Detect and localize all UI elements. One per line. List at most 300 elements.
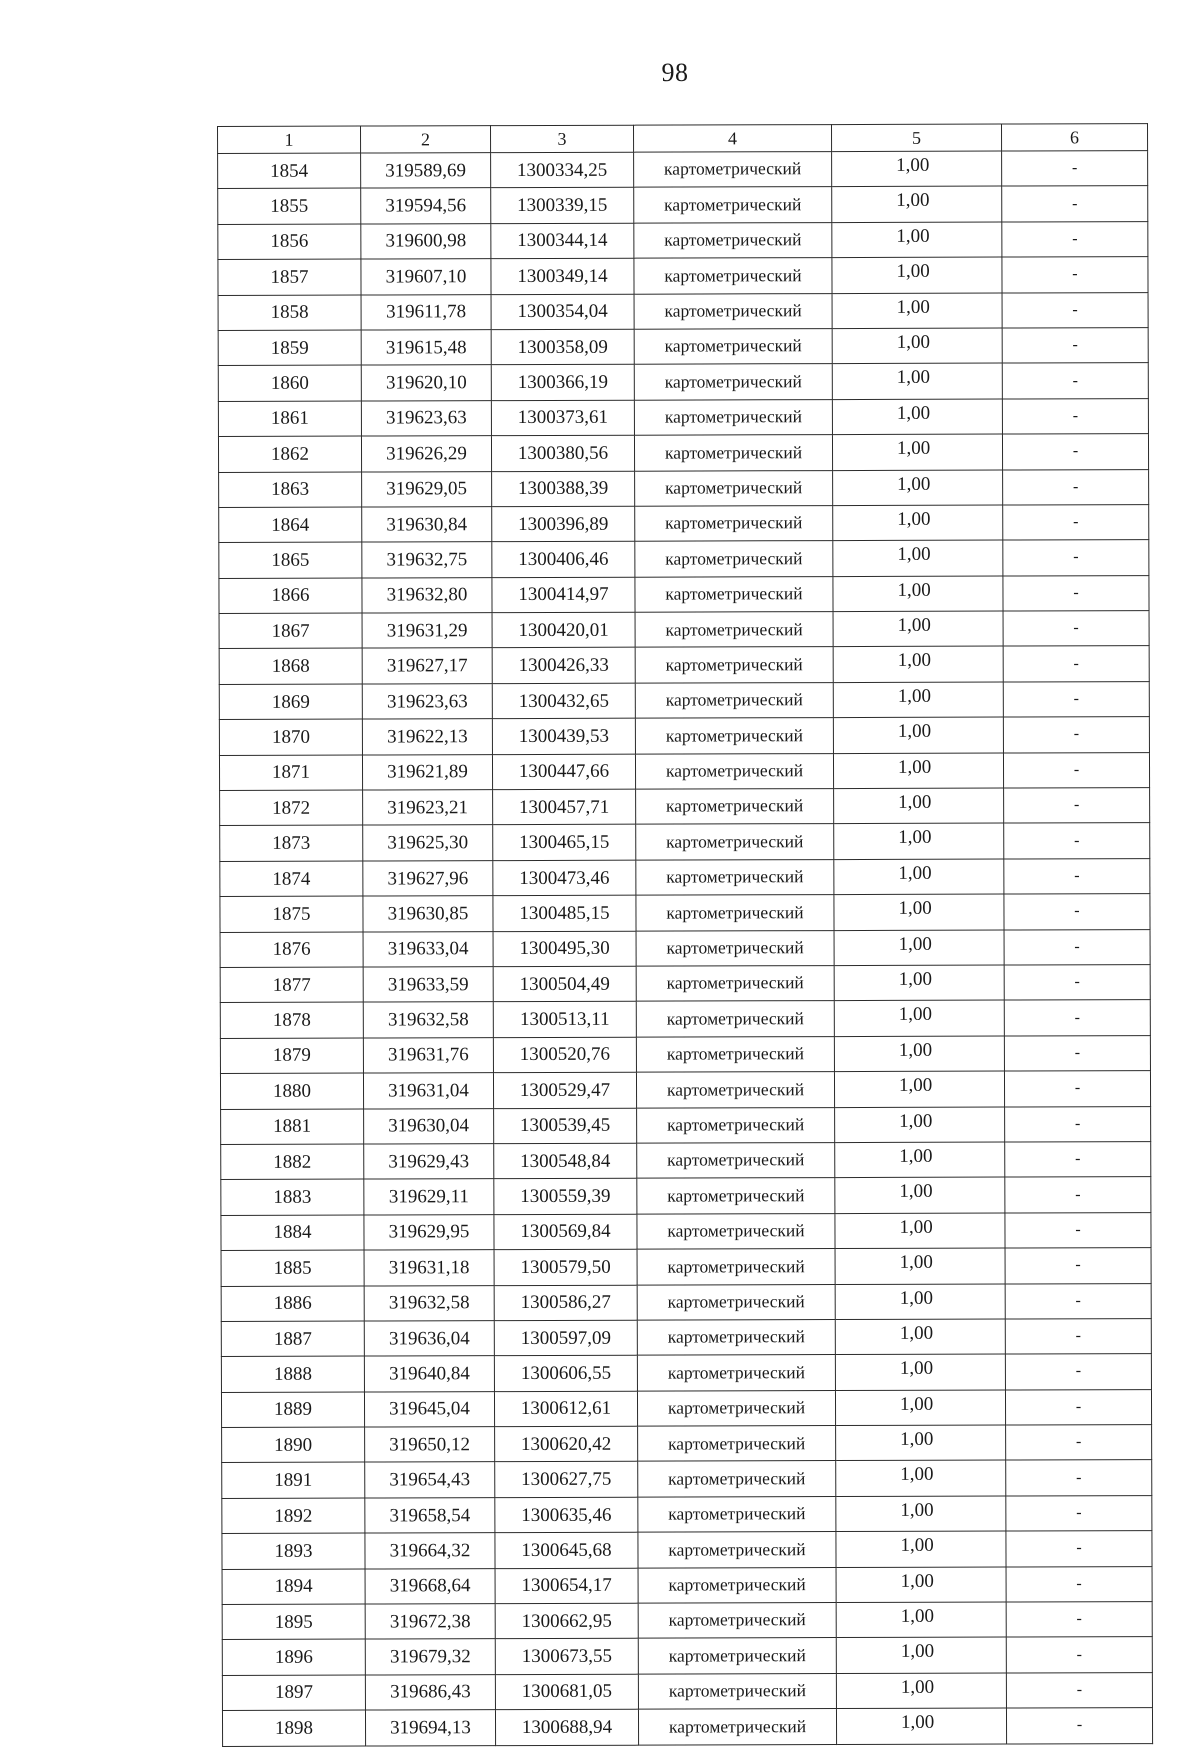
description-cell: - [1002, 363, 1148, 399]
table-row [221, 1248, 1151, 1286]
description-cell: - [1006, 1602, 1152, 1638]
y-coordinate-cell: 1300432,65 [492, 683, 635, 719]
description-cell: - [1005, 1212, 1151, 1248]
point-number-cell: 1897 [222, 1675, 365, 1711]
table-row [218, 398, 1148, 436]
table-row [221, 1142, 1151, 1180]
coordinates-table [217, 123, 1153, 1746]
method-cell: картометрический [636, 789, 834, 825]
y-coordinate-cell: 1300447,66 [492, 754, 635, 790]
x-coordinate-cell: 319633,59 [363, 967, 493, 1003]
y-coordinate-cell: 1300495,30 [493, 931, 636, 967]
y-coordinate-cell: 1300388,39 [492, 471, 635, 507]
table-row [218, 292, 1148, 330]
header-col-4: 4 [633, 125, 831, 153]
table-row [222, 1460, 1152, 1498]
description-cell: - [1003, 611, 1149, 647]
accuracy-cell: 1,00 [833, 470, 1003, 506]
x-coordinate-cell: 319694,13 [365, 1710, 495, 1746]
y-coordinate-cell: 1300654,17 [495, 1568, 638, 1604]
accuracy-cell: 1,00 [833, 611, 1003, 647]
method-cell: картометрический [638, 1638, 836, 1674]
x-coordinate-cell: 319615,48 [361, 330, 491, 366]
x-coordinate-cell: 319620,10 [361, 365, 491, 401]
table-row [222, 1637, 1152, 1675]
x-coordinate-cell: 319629,43 [364, 1144, 494, 1180]
accuracy-cell: 1,00 [832, 257, 1002, 293]
y-coordinate-cell: 1300439,53 [492, 718, 635, 754]
method-cell: картометрический [636, 824, 834, 860]
point-number-cell: 1872 [220, 790, 363, 826]
y-coordinate-cell: 1300597,09 [494, 1320, 637, 1356]
accuracy-cell: 1,00 [834, 965, 1004, 1001]
y-coordinate-cell: 1300673,55 [495, 1639, 638, 1675]
description-cell: - [1004, 858, 1150, 894]
table-row [218, 257, 1148, 295]
point-number-cell: 1878 [220, 1002, 363, 1038]
y-coordinate-cell: 1300339,15 [491, 188, 634, 224]
x-coordinate-cell: 319623,21 [363, 790, 493, 826]
accuracy-cell: 1,00 [832, 151, 1002, 187]
accuracy-cell: 1,00 [836, 1708, 1006, 1744]
y-coordinate-cell: 1300645,68 [495, 1532, 638, 1568]
x-coordinate-cell: 319623,63 [362, 683, 492, 719]
point-number-cell: 1854 [218, 153, 361, 189]
point-number-cell: 1862 [218, 436, 361, 472]
y-coordinate-cell: 1300520,76 [493, 1037, 636, 1073]
x-coordinate-cell: 319629,11 [364, 1179, 494, 1215]
table-row [219, 540, 1149, 578]
method-cell: картометрический [634, 329, 832, 365]
method-cell: картометрический [635, 541, 833, 577]
point-number-cell: 1879 [220, 1038, 363, 1074]
method-cell: картометрический [637, 1355, 835, 1391]
x-coordinate-cell: 319631,29 [362, 613, 492, 649]
method-cell: картометрический [636, 966, 834, 1002]
description-cell: - [1002, 186, 1148, 222]
point-number-cell: 1875 [220, 896, 363, 932]
y-coordinate-cell: 1300349,14 [491, 258, 634, 294]
point-number-cell: 1867 [219, 613, 362, 649]
point-number-cell: 1885 [221, 1250, 364, 1286]
accuracy-cell: 1,00 [833, 682, 1003, 718]
table-row [222, 1566, 1152, 1604]
method-cell: картометрический [636, 1001, 834, 1037]
method-cell: картометрический [638, 1567, 836, 1603]
accuracy-cell: 1,00 [833, 576, 1003, 612]
table-row [221, 1389, 1151, 1427]
point-number-cell: 1880 [220, 1073, 363, 1109]
table-row [219, 575, 1149, 613]
method-cell: картометрический [638, 1532, 836, 1568]
accuracy-cell: 1,00 [836, 1496, 1006, 1532]
x-coordinate-cell: 319630,85 [363, 896, 493, 932]
method-cell: картометрический [634, 152, 832, 188]
point-number-cell: 1898 [222, 1710, 365, 1746]
table-row [220, 788, 1150, 826]
description-cell: - [1002, 398, 1148, 434]
y-coordinate-cell: 1300354,04 [491, 294, 634, 330]
description-cell: - [1003, 681, 1149, 717]
x-coordinate-cell: 319672,38 [365, 1604, 495, 1640]
x-coordinate-cell: 319645,04 [364, 1391, 494, 1427]
x-coordinate-cell: 319594,56 [361, 188, 491, 224]
description-cell: - [1005, 1389, 1151, 1425]
description-cell: - [1004, 1035, 1150, 1071]
accuracy-cell: 1,00 [832, 399, 1002, 435]
table-row [221, 1177, 1151, 1215]
table-row [220, 1000, 1150, 1038]
accuracy-cell: 1,00 [835, 1248, 1005, 1284]
point-number-cell: 1873 [220, 825, 363, 861]
table-row [221, 1212, 1151, 1250]
y-coordinate-cell: 1300358,09 [491, 329, 634, 365]
table-row [219, 752, 1149, 790]
point-number-cell: 1889 [221, 1392, 364, 1428]
accuracy-cell: 1,00 [833, 717, 1003, 753]
table-row [219, 646, 1149, 684]
x-coordinate-cell: 319625,30 [363, 825, 493, 861]
x-coordinate-cell: 319630,04 [364, 1108, 494, 1144]
y-coordinate-cell: 1300579,50 [494, 1249, 637, 1285]
description-cell: - [1005, 1106, 1151, 1142]
table-row [219, 717, 1149, 755]
accuracy-cell: 1,00 [836, 1602, 1006, 1638]
x-coordinate-cell: 319632,80 [362, 577, 492, 613]
table-row [222, 1708, 1152, 1746]
x-coordinate-cell: 319632,58 [363, 1002, 493, 1038]
description-cell: - [1005, 1177, 1151, 1213]
accuracy-cell: 1,00 [834, 930, 1004, 966]
y-coordinate-cell: 1300485,15 [493, 895, 636, 931]
accuracy-cell: 1,00 [834, 859, 1004, 895]
point-number-cell: 1865 [219, 542, 362, 578]
y-coordinate-cell: 1300559,39 [494, 1179, 637, 1215]
accuracy-cell: 1,00 [832, 293, 1002, 329]
point-number-cell: 1890 [222, 1427, 365, 1463]
point-number-cell: 1896 [222, 1639, 365, 1675]
x-coordinate-cell: 319668,64 [365, 1568, 495, 1604]
y-coordinate-cell: 1300344,14 [491, 223, 634, 259]
point-number-cell: 1863 [219, 472, 362, 508]
accuracy-cell: 1,00 [832, 363, 1002, 399]
method-cell: картометрический [637, 1319, 835, 1355]
x-coordinate-cell: 319627,17 [362, 648, 492, 684]
x-coordinate-cell: 319631,18 [364, 1250, 494, 1286]
accuracy-cell: 1,00 [834, 894, 1004, 930]
table-row [219, 504, 1149, 542]
header-col-3: 3 [491, 125, 634, 152]
accuracy-cell: 1,00 [834, 823, 1004, 859]
method-cell: картометрический [635, 612, 833, 648]
y-coordinate-cell: 1300681,05 [495, 1674, 638, 1710]
header-row [218, 124, 1148, 154]
description-cell: - [1005, 1283, 1151, 1319]
point-number-cell: 1894 [222, 1569, 365, 1605]
table-row [218, 151, 1148, 189]
accuracy-cell: 1,00 [835, 1284, 1005, 1320]
method-cell: картометрический [637, 1143, 835, 1179]
point-number-cell: 1886 [221, 1286, 364, 1322]
table-row [222, 1425, 1152, 1463]
description-cell: - [1002, 221, 1148, 257]
y-coordinate-cell: 1300380,56 [491, 435, 634, 471]
table-row [220, 894, 1150, 932]
accuracy-cell: 1,00 [836, 1673, 1006, 1709]
description-cell: - [1003, 540, 1149, 576]
x-coordinate-cell: 319654,43 [365, 1462, 495, 1498]
y-coordinate-cell: 1300366,19 [491, 365, 634, 401]
x-coordinate-cell: 319632,75 [362, 542, 492, 578]
x-coordinate-cell: 319607,10 [361, 259, 491, 295]
accuracy-cell: 1,00 [834, 788, 1004, 824]
point-number-cell: 1857 [218, 259, 361, 295]
point-number-cell: 1871 [219, 755, 362, 791]
description-cell: - [1006, 1495, 1152, 1531]
accuracy-cell: 1,00 [834, 1036, 1004, 1072]
table-row [220, 858, 1150, 896]
y-coordinate-cell: 1300513,11 [493, 1002, 636, 1038]
x-coordinate-cell: 319630,84 [362, 507, 492, 543]
description-cell: - [1004, 1071, 1150, 1107]
method-cell: картометрический [634, 364, 832, 400]
method-cell: картометрический [637, 1178, 835, 1214]
accuracy-cell: 1,00 [833, 753, 1003, 789]
point-number-cell: 1883 [221, 1179, 364, 1215]
y-coordinate-cell: 1300420,01 [492, 612, 635, 648]
x-coordinate-cell: 319627,96 [363, 860, 493, 896]
accuracy-cell: 1,00 [833, 505, 1003, 541]
coordinates-table-container [217, 123, 1153, 1746]
point-number-cell: 1884 [221, 1215, 364, 1251]
y-coordinate-cell: 1300406,46 [492, 541, 635, 577]
method-cell: картометрический [638, 1673, 836, 1709]
table-row [218, 434, 1148, 472]
y-coordinate-cell: 1300688,94 [495, 1709, 638, 1745]
description-cell: - [1002, 328, 1148, 364]
description-cell: - [1006, 1425, 1152, 1461]
y-coordinate-cell: 1300627,75 [495, 1462, 638, 1498]
method-cell: картометрический [634, 399, 832, 435]
header-col-6: 6 [1001, 124, 1147, 151]
table-row [221, 1318, 1151, 1356]
point-number-cell: 1860 [218, 365, 361, 401]
x-coordinate-cell: 319658,54 [365, 1497, 495, 1533]
description-cell: - [1003, 752, 1149, 788]
table-row [219, 469, 1149, 507]
description-cell: - [1002, 257, 1148, 293]
method-cell: картометрический [637, 1390, 835, 1426]
x-coordinate-cell: 319679,32 [365, 1639, 495, 1675]
method-cell: картометрический [635, 753, 833, 789]
x-coordinate-cell: 319636,04 [364, 1321, 494, 1357]
method-cell: картометрический [636, 1072, 834, 1108]
accuracy-cell: 1,00 [835, 1107, 1005, 1143]
accuracy-cell: 1,00 [833, 647, 1003, 683]
y-coordinate-cell: 1300414,97 [492, 577, 635, 613]
y-coordinate-cell: 1300334,25 [491, 152, 634, 188]
point-number-cell: 1887 [221, 1321, 364, 1357]
method-cell: картометрический [638, 1496, 836, 1532]
point-number-cell: 1877 [220, 967, 363, 1003]
x-coordinate-cell: 319629,05 [362, 471, 492, 507]
method-cell: картометрический [638, 1709, 836, 1745]
accuracy-cell: 1,00 [835, 1177, 1005, 1213]
y-coordinate-cell: 1300612,61 [494, 1391, 637, 1427]
x-coordinate-cell: 319631,04 [363, 1073, 493, 1109]
description-cell: - [1005, 1142, 1151, 1178]
y-coordinate-cell: 1300473,46 [493, 860, 636, 896]
point-number-cell: 1859 [218, 330, 361, 366]
method-cell: картометрический [636, 859, 834, 895]
accuracy-cell: 1,00 [835, 1390, 1005, 1426]
x-coordinate-cell: 319632,58 [364, 1285, 494, 1321]
method-cell: картометрический [634, 187, 832, 223]
table-row [221, 1283, 1151, 1321]
x-coordinate-cell: 319621,89 [362, 754, 492, 790]
table-row [220, 1071, 1150, 1109]
accuracy-cell: 1,00 [836, 1425, 1006, 1461]
method-cell: картометрический [636, 895, 834, 931]
accuracy-cell: 1,00 [836, 1567, 1006, 1603]
y-coordinate-cell: 1300373,61 [491, 400, 634, 436]
description-cell: - [1004, 823, 1150, 859]
method-cell: картометрический [636, 930, 834, 966]
description-cell: - [1003, 504, 1149, 540]
table-row [220, 929, 1150, 967]
point-number-cell: 1881 [221, 1109, 364, 1145]
description-cell: - [1006, 1566, 1152, 1602]
accuracy-cell: 1,00 [835, 1213, 1005, 1249]
point-number-cell: 1869 [219, 684, 362, 720]
x-coordinate-cell: 319600,98 [361, 223, 491, 259]
table-row [219, 611, 1149, 649]
description-cell: - [1004, 894, 1150, 930]
header-col-5: 5 [831, 124, 1001, 152]
method-cell: картометрический [634, 435, 832, 471]
point-number-cell: 1892 [222, 1498, 365, 1534]
x-coordinate-cell: 319664,32 [365, 1533, 495, 1569]
x-coordinate-cell: 319623,63 [361, 400, 491, 436]
method-cell: картометрический [637, 1213, 835, 1249]
x-coordinate-cell: 319633,04 [363, 931, 493, 967]
description-cell: - [1004, 929, 1150, 965]
x-coordinate-cell: 319589,69 [361, 153, 491, 189]
description-cell: - [1006, 1672, 1152, 1708]
accuracy-cell: 1,00 [832, 222, 1002, 258]
x-coordinate-cell: 319640,84 [364, 1356, 494, 1392]
point-number-cell: 1893 [222, 1533, 365, 1569]
y-coordinate-cell: 1300548,84 [494, 1143, 637, 1179]
y-coordinate-cell: 1300586,27 [494, 1285, 637, 1321]
table-row [222, 1531, 1152, 1569]
description-cell: - [1003, 646, 1149, 682]
table-row [218, 363, 1148, 401]
y-coordinate-cell: 1300662,95 [495, 1603, 638, 1639]
method-cell: картометрический [635, 718, 833, 754]
method-cell: картометрический [636, 1036, 834, 1072]
y-coordinate-cell: 1300396,89 [492, 506, 635, 542]
description-cell: - [1006, 1708, 1152, 1744]
x-coordinate-cell: 319650,12 [365, 1427, 495, 1463]
accuracy-cell: 1,00 [835, 1142, 1005, 1178]
x-coordinate-cell: 319622,13 [362, 719, 492, 755]
table-row [218, 221, 1148, 259]
accuracy-cell: 1,00 [832, 186, 1002, 222]
point-number-cell: 1895 [222, 1604, 365, 1640]
table-row [222, 1602, 1152, 1640]
point-number-cell: 1876 [220, 932, 363, 968]
point-number-cell: 1864 [219, 507, 362, 543]
y-coordinate-cell: 1300606,55 [494, 1355, 637, 1391]
y-coordinate-cell: 1300457,71 [493, 789, 636, 825]
description-cell: - [1004, 1000, 1150, 1036]
method-cell: картометрический [637, 1284, 835, 1320]
accuracy-cell: 1,00 [833, 540, 1003, 576]
accuracy-cell: 1,00 [835, 1319, 1005, 1355]
accuracy-cell: 1,00 [832, 434, 1002, 470]
y-coordinate-cell: 1300539,45 [494, 1108, 637, 1144]
description-cell: - [1002, 434, 1148, 470]
method-cell: картометрический [638, 1426, 836, 1462]
description-cell: - [1002, 292, 1148, 328]
table-row [220, 965, 1150, 1003]
description-cell: - [1006, 1460, 1152, 1496]
method-cell: картометрический [634, 293, 832, 329]
method-cell: картометрический [634, 222, 832, 258]
y-coordinate-cell: 1300620,42 [495, 1426, 638, 1462]
method-cell: картометрический [637, 1249, 835, 1285]
method-cell: картометрический [635, 682, 833, 718]
table-row [220, 823, 1150, 861]
x-coordinate-cell: 319686,43 [365, 1674, 495, 1710]
description-cell: - [1006, 1637, 1152, 1673]
description-cell: - [1003, 717, 1149, 753]
table-row [221, 1106, 1151, 1144]
point-number-cell: 1855 [218, 188, 361, 224]
table-row [219, 681, 1149, 719]
method-cell: картометрический [634, 258, 832, 294]
description-cell: - [1005, 1318, 1151, 1354]
accuracy-cell: 1,00 [834, 1071, 1004, 1107]
method-cell: картометрический [635, 576, 833, 612]
method-cell: картометрический [638, 1603, 836, 1639]
accuracy-cell: 1,00 [835, 1354, 1005, 1390]
table-body [218, 151, 1153, 1746]
point-number-cell: 1856 [218, 224, 361, 260]
table-row [218, 186, 1148, 224]
method-cell: картометрический [635, 647, 833, 683]
accuracy-cell: 1,00 [834, 1000, 1004, 1036]
table-row [221, 1354, 1151, 1392]
accuracy-cell: 1,00 [832, 328, 1002, 364]
accuracy-cell: 1,00 [836, 1460, 1006, 1496]
table-header [218, 124, 1148, 154]
method-cell: картометрический [635, 470, 833, 506]
page-number: 98 [661, 58, 689, 87]
point-number-cell: 1882 [221, 1144, 364, 1180]
description-cell: - [1002, 151, 1148, 187]
point-number-cell: 1866 [219, 578, 362, 614]
description-cell: - [1006, 1531, 1152, 1567]
x-coordinate-cell: 319629,95 [364, 1214, 494, 1250]
table-row [218, 328, 1148, 366]
x-coordinate-cell: 319631,76 [363, 1037, 493, 1073]
description-cell: - [1005, 1354, 1151, 1390]
y-coordinate-cell: 1300569,84 [494, 1214, 637, 1250]
accuracy-cell: 1,00 [836, 1637, 1006, 1673]
y-coordinate-cell: 1300529,47 [493, 1072, 636, 1108]
